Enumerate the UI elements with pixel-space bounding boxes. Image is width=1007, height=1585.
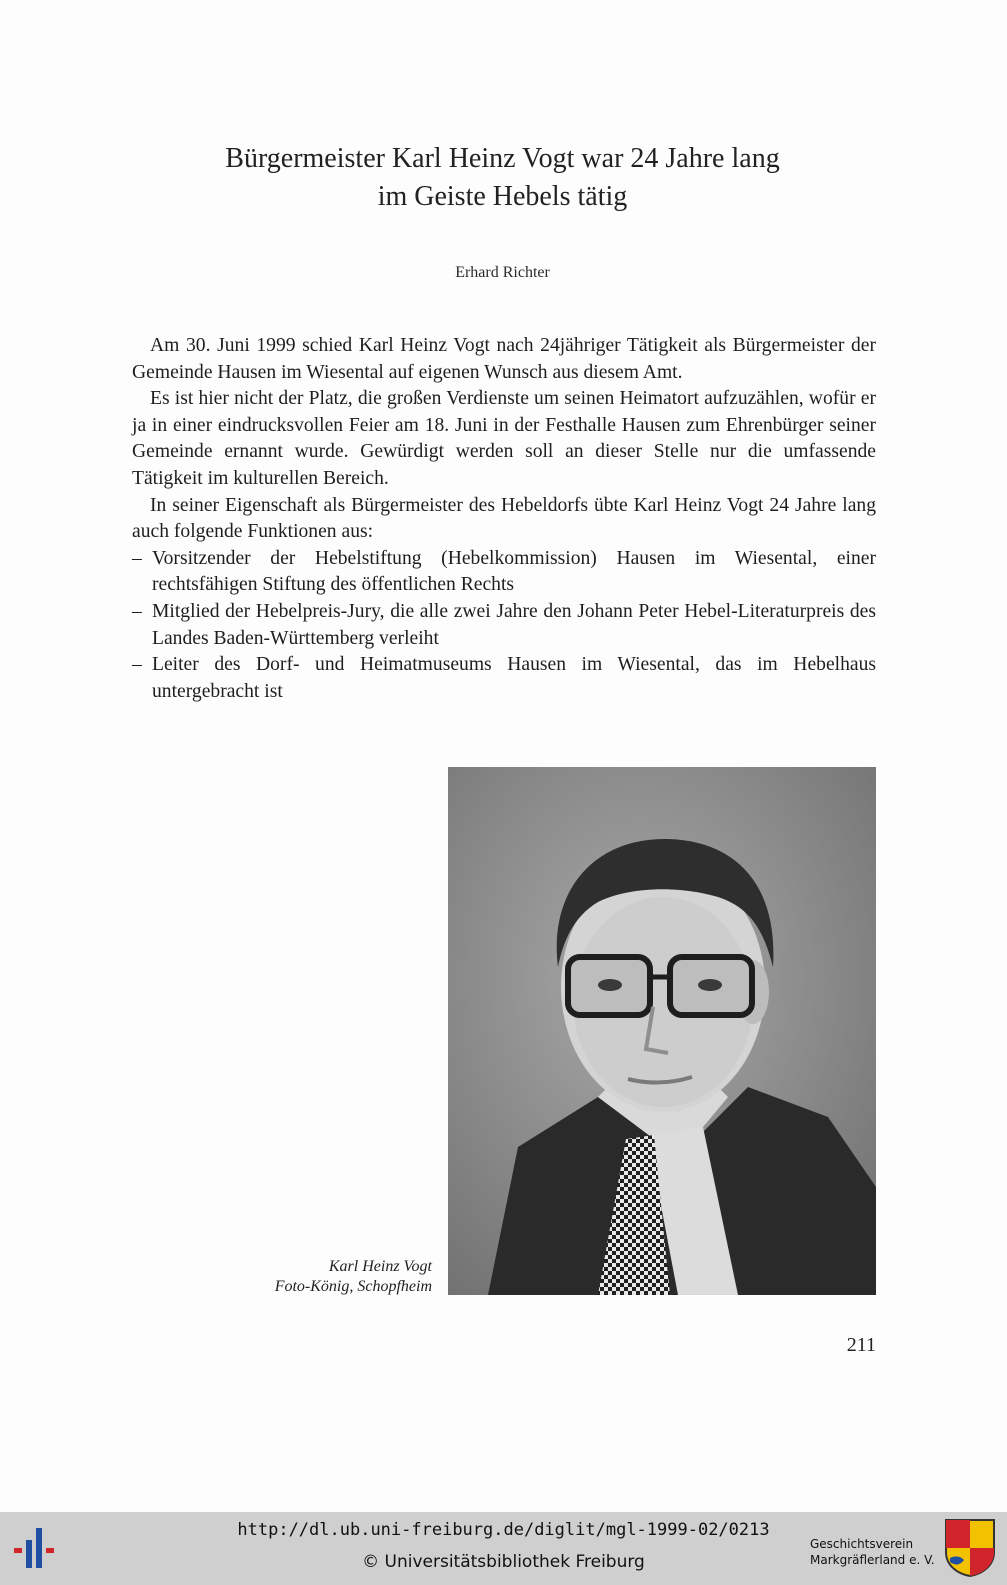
- author-name: Erhard Richter: [455, 264, 550, 281]
- list-dash: –: [132, 600, 142, 622]
- org-line-2: Markgräflerland e. V.: [810, 1553, 935, 1567]
- list-item-text: Vorsitzender der Hebelstiftung (Hebelkommission) Hausen im Wiesental, einer rechtsfähigen Stiftung des öffentlichen Rechts: [152, 547, 876, 596]
- list-item-text: Mitglied der Hebelpreis-Jury, die alle zwei Jahre den Johann Peter Hebel-Literaturpreis des Landes Baden-Württemberg verleiht: [152, 600, 876, 649]
- list-item-text: Leiter des Dorf- und Heimatmuseums Hausen im Wiesental, das im Hebelhaus untergebracht ist: [152, 654, 876, 702]
- list-dash: –: [132, 547, 142, 569]
- list-item: [132, 652, 876, 705]
- article-title: [130, 140, 875, 216]
- footer-bar: [0, 1512, 1007, 1585]
- photo-caption: [180, 1257, 432, 1297]
- title-line-1: Bürgermeister Karl Heinz Vogt war 24 Jahre lang: [225, 143, 780, 174]
- caption-credit: Foto-König, Schopfheim: [274, 1278, 432, 1295]
- coat-of-arms-icon: [944, 1518, 996, 1583]
- page-number: 211: [846, 1334, 876, 1356]
- portrait-illustration: [448, 767, 876, 1295]
- paragraph-2: Es ist hier nicht der Platz, die großen Verdienste um seinen Heimatort aufzuzählen, wofür er ja in einer eindrucksvollen Feier am 18. Juni in der Festhalle Hausen zum Ehrenbürger seiner Gemeinde ernannt wurde. Gewürdigt werden soll an dieser Stelle nur die umfassende Tätigkeit im kulturellen Bereich.: [132, 388, 876, 489]
- article-body: [132, 333, 876, 705]
- paragraph-3: In seiner Eigenschaft als Bürgermeister des Hebeldorfs übte Karl Heinz Vogt 24 Jahre lang auch folgende Funktionen aus:: [132, 494, 876, 543]
- function-list: [132, 546, 876, 706]
- org-line-1: Geschichtsverein: [810, 1537, 914, 1551]
- portrait-photo: [448, 767, 876, 1295]
- list-item: [132, 546, 876, 599]
- caption-name: Karl Heinz Vogt: [328, 1258, 432, 1275]
- footer-copyright: © Universitätsbibliothek Freiburg: [362, 1552, 645, 1572]
- title-line-2: im Geiste Hebels tätig: [377, 181, 628, 212]
- list-dash: –: [132, 654, 142, 676]
- footer-url-link[interactable]: http://dl.ub.uni-freiburg.de/diglit/mgl-1999-02/0213: [237, 1520, 770, 1540]
- footer-organization: [810, 1536, 940, 1568]
- paragraph-1: Am 30. Juni 1999 schied Karl Heinz Vogt nach 24jähriger Tätigkeit als Bürgermeister der Gemeinde Hausen im Wiesental auf eigenen Wunsch aus diesem Amt.: [132, 335, 876, 383]
- list-item: [132, 599, 876, 652]
